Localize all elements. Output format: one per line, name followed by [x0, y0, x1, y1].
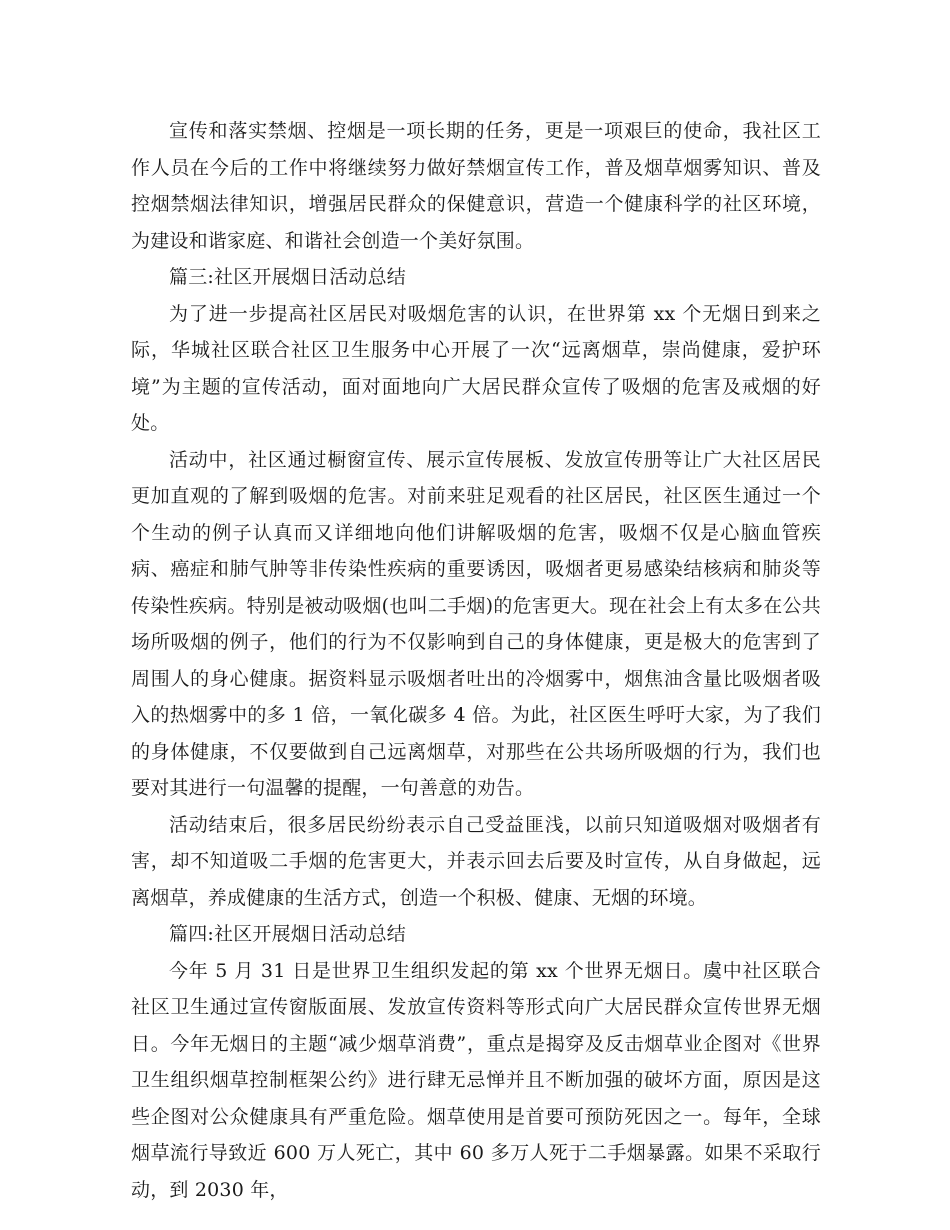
section-heading: 篇四:社区开展烟日活动总结 [169, 923, 407, 945]
body-paragraph: 活动结束后，很多居民纷纷表示自己受益匪浅，以前只知道吸烟对吸烟者有害，却不知道吸二手烟的危害更大，并表示回去后要及时宣传，从自身做起，远离烟草，养成健康的生活方式，创造一个积极、健康、无烟的环境。 [131, 813, 821, 909]
section-heading: 篇三:社区开展烟日活动总结 [169, 266, 407, 288]
body-paragraph: 为了进一步提高社区居民对吸烟危害的认识，在世界第 xx 个无烟日到来之际，华城社区联合社区卫生服务中心开展了一次“远离烟草，崇尚健康，爱护环境”为主题的宣传活动，面对面地向广大居民群众宣传了吸烟的危害及戒烟的好处。 [131, 302, 821, 434]
document-body [131, 113, 821, 1208]
body-paragraph: 活动中，社区通过橱窗宣传、展示宣传展板、发放宣传册等让广大社区居民更加直观的了解到吸烟的危害。对前来驻足观看的社区居民，社区医生通过一个个生动的例子认真而又详细地向他们讲解吸烟的危害，吸烟不仅是心脑血管疾病、癌症和肺气肿等非传染性疾病的重要诱因，吸烟者更易感染结核病和肺炎等传染性疾病。特别是被动吸烟(也叫二手烟)的危害更大。现在社会上有太多在公共场所吸烟的例子，他们的行为不仅影响到自己的身体健康，更是极大的危害到了周围人的身心健康。据资料显示吸烟者吐出的冷烟雾中，烟焦油含量比吸烟者吸入的热烟雾中的多 1 倍，一氧化碳多 4 倍。为此，社区医生呼吁大家，为了我们的身体健康，不仅要做到自己远离烟草，对那些在公共场所吸烟的行为，我们也要对其进行一句温馨的提醒，一句善意的劝告。 [131, 448, 821, 799]
body-paragraph: 今年 5 月 31 日是世界卫生组织发起的第 xx 个世界无烟日。虞中社区联合社区卫生通过宣传窗版面展、发放宣传资料等形式向广大居民群众宣传世界无烟日。今年无烟日的主题“减少烟草消费”，重点是揭穿及反击烟草业企图对《世界卫生组织烟草控制框架公约》进行肆无忌惮并且不断加强的破坏方面，原因是这些企图对公众健康具有严重危险。烟草使用是首要可预防死因之一。每年，全球烟草流行导致近 600 万人死亡，其中 60 多万人死于二手烟暴露。如果不采取行动，到 2030 年， [131, 959, 821, 1201]
body-paragraph: 宣传和落实禁烟、控烟是一项长期的任务，更是一项艰巨的使命，我社区工作人员在今后的工作中将继续努力做好禁烟宣传工作，普及烟草烟雾知识、普及控烟禁烟法律知识，增强居民群众的保健意识，营造一个健康科学的社区环境，为建设和谐家庭、和谐社会创造一个美好氛围。 [131, 120, 821, 252]
